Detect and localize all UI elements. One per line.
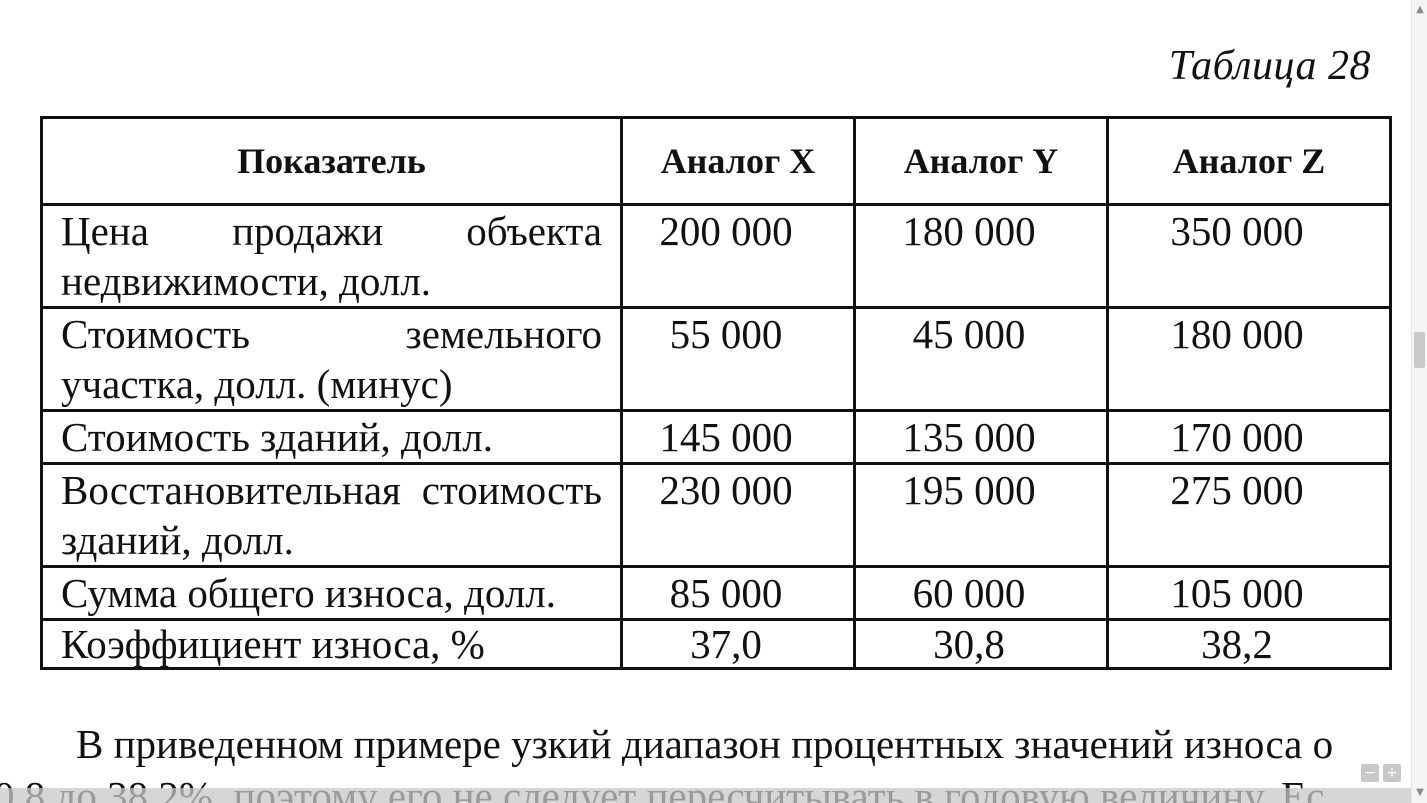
table-caption: Таблица 28	[1168, 43, 1371, 89]
cell-analog-x: 37,0	[622, 620, 855, 669]
cell-analog-y: 45 000	[855, 308, 1108, 411]
cell-analog-x: 55 000	[622, 308, 855, 411]
table-row	[42, 411, 1391, 464]
cell-analog-z: 275 000	[1108, 464, 1391, 567]
row-label: Стоимость земельного участка, долл. (минус)	[42, 308, 622, 411]
table-header-row	[42, 118, 1391, 205]
cell-analog-y: 135 000	[855, 411, 1108, 464]
table-row	[42, 205, 1391, 308]
column-header-analog-z: Аналог Z	[1108, 118, 1391, 205]
row-label: Сумма общего износа, долл.	[42, 567, 622, 620]
cell-analog-x: 85 000	[622, 567, 855, 620]
scrollbar-thumb[interactable]	[1414, 332, 1425, 368]
table-row	[42, 464, 1391, 567]
table-row	[42, 308, 1391, 411]
cell-analog-z: 105 000	[1108, 567, 1391, 620]
bottom-overlay-bar	[0, 788, 1411, 803]
row-label: Коэффициент износа, %	[42, 620, 622, 669]
table-row	[42, 620, 1391, 669]
column-header-indicator: Показатель	[42, 118, 622, 205]
cell-analog-y: 60 000	[855, 567, 1108, 620]
row-label: Цена продажи объекта недвижимости, долл.	[42, 205, 622, 308]
vertical-scrollbar[interactable]	[1411, 0, 1427, 803]
scroll-down-arrow-icon[interactable]: ▼	[1416, 787, 1424, 798]
table-row	[42, 567, 1391, 620]
column-header-analog-y: Аналог Y	[855, 118, 1108, 205]
cell-analog-x: 200 000	[622, 205, 855, 308]
cell-analog-x: 145 000	[622, 411, 855, 464]
zoom-out-button[interactable]: −	[1361, 764, 1379, 782]
paragraph-line: В приведенном примере узкий диапазон процентных значений износа о	[76, 721, 1334, 767]
cell-analog-y: 195 000	[855, 464, 1108, 567]
zoom-controls	[1361, 764, 1401, 782]
cell-analog-z: 350 000	[1108, 205, 1391, 308]
scroll-up-arrow-icon[interactable]: ▲	[1416, 4, 1424, 15]
cell-analog-x: 230 000	[622, 464, 855, 567]
cell-analog-y: 30,8	[855, 620, 1108, 669]
zoom-in-button[interactable]: +	[1383, 764, 1401, 782]
cell-analog-z: 170 000	[1108, 411, 1391, 464]
column-header-analog-x: Аналог X	[622, 118, 855, 205]
cell-analog-z: 180 000	[1108, 308, 1391, 411]
row-label: Восстановительная стоимость зданий, долл.	[42, 464, 622, 567]
data-table	[40, 116, 1392, 670]
cell-analog-y: 180 000	[855, 205, 1108, 308]
cell-analog-z: 38,2	[1108, 620, 1391, 669]
row-label: Стоимость зданий, долл.	[42, 411, 622, 464]
